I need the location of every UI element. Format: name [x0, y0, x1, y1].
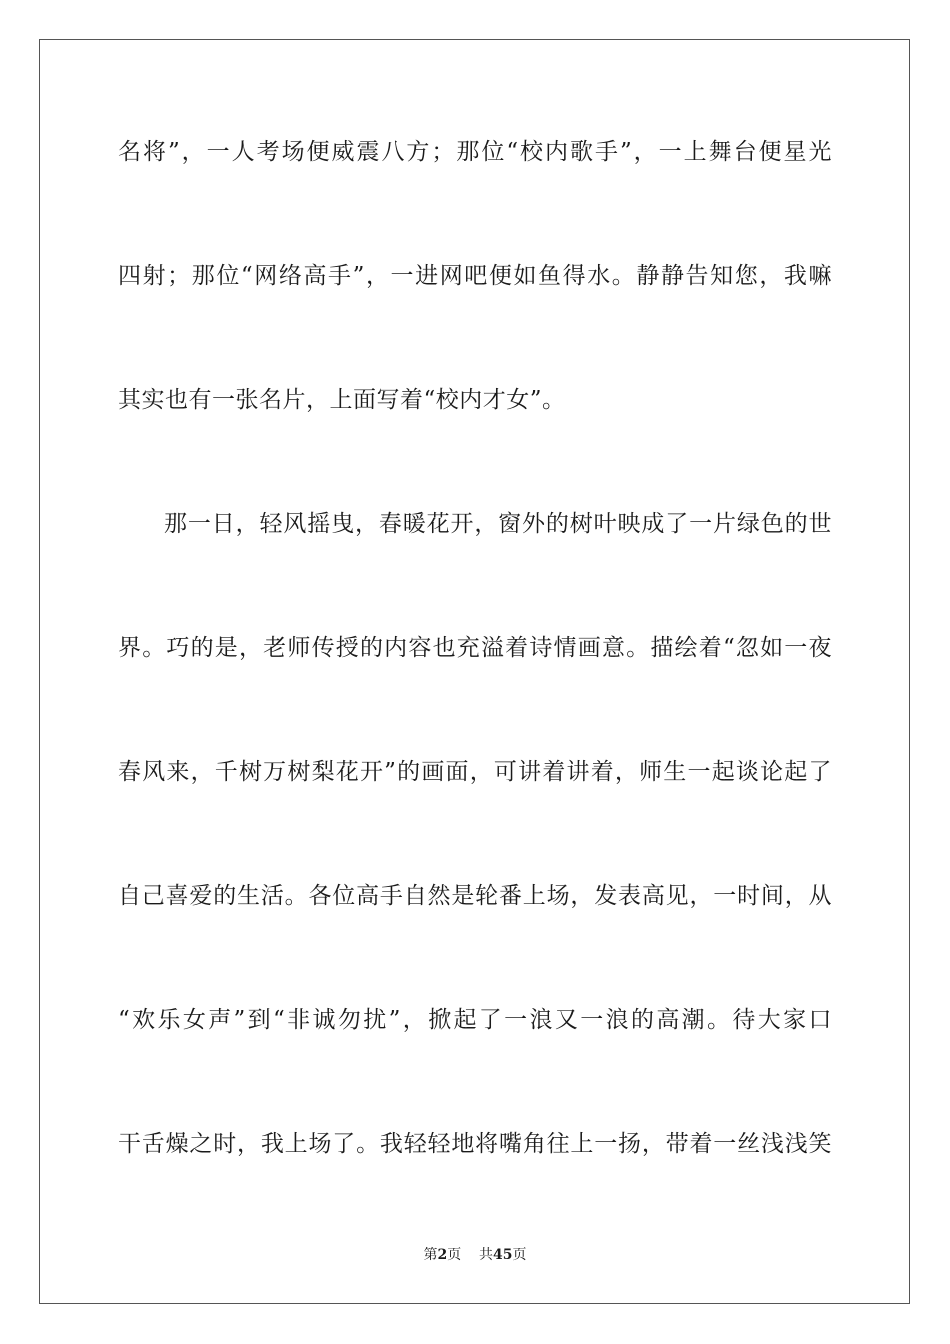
page-prefix: 第	[423, 1247, 438, 1263]
total-pages: 45	[493, 1247, 513, 1263]
total-suffix: 页	[512, 1247, 527, 1263]
paragraph-line-8: “欢乐女声”到“非诚勿扰”，掀起了一浪又一浪的高潮。待大家口	[118, 1007, 832, 1033]
page-suffix: 页	[447, 1247, 462, 1263]
page-footer	[0, 1246, 950, 1264]
paragraph-line-1: 名将”，一人考场便威震八方；那位“校内歌手”，一上舞台便星光	[118, 139, 832, 165]
paragraph-line-2: 四射；那位“网络高手”，一进网吧便如鱼得水。静静告知您，我嘛	[118, 263, 832, 289]
page-number: 2	[437, 1247, 448, 1263]
paragraph-line-9: 干舌燥之时，我上场了。我轻轻地将嘴角往上一扬，带着一丝浅浅笑	[118, 1131, 832, 1157]
paragraph-line-4: 那一日，轻风摇曳，春暖花开，窗外的树叶映成了一片绿色的世	[164, 511, 832, 537]
total-prefix: 共	[479, 1247, 494, 1263]
paragraph-line-3: 其实也有一张名片，上面写着“校内才女”。	[118, 387, 566, 413]
paragraph-line-7: 自己喜爱的生活。各位高手自然是轮番上场，发表高见，一时间，从	[118, 883, 832, 909]
page-border	[39, 39, 910, 1304]
paragraph-line-6: 春风来，千树万树梨花开”的画面，可讲着讲着，师生一起谈论起了	[118, 759, 832, 785]
paragraph-line-5: 界。巧的是，老师传授的内容也充溢着诗情画意。描绘着“忽如一夜	[118, 635, 832, 661]
